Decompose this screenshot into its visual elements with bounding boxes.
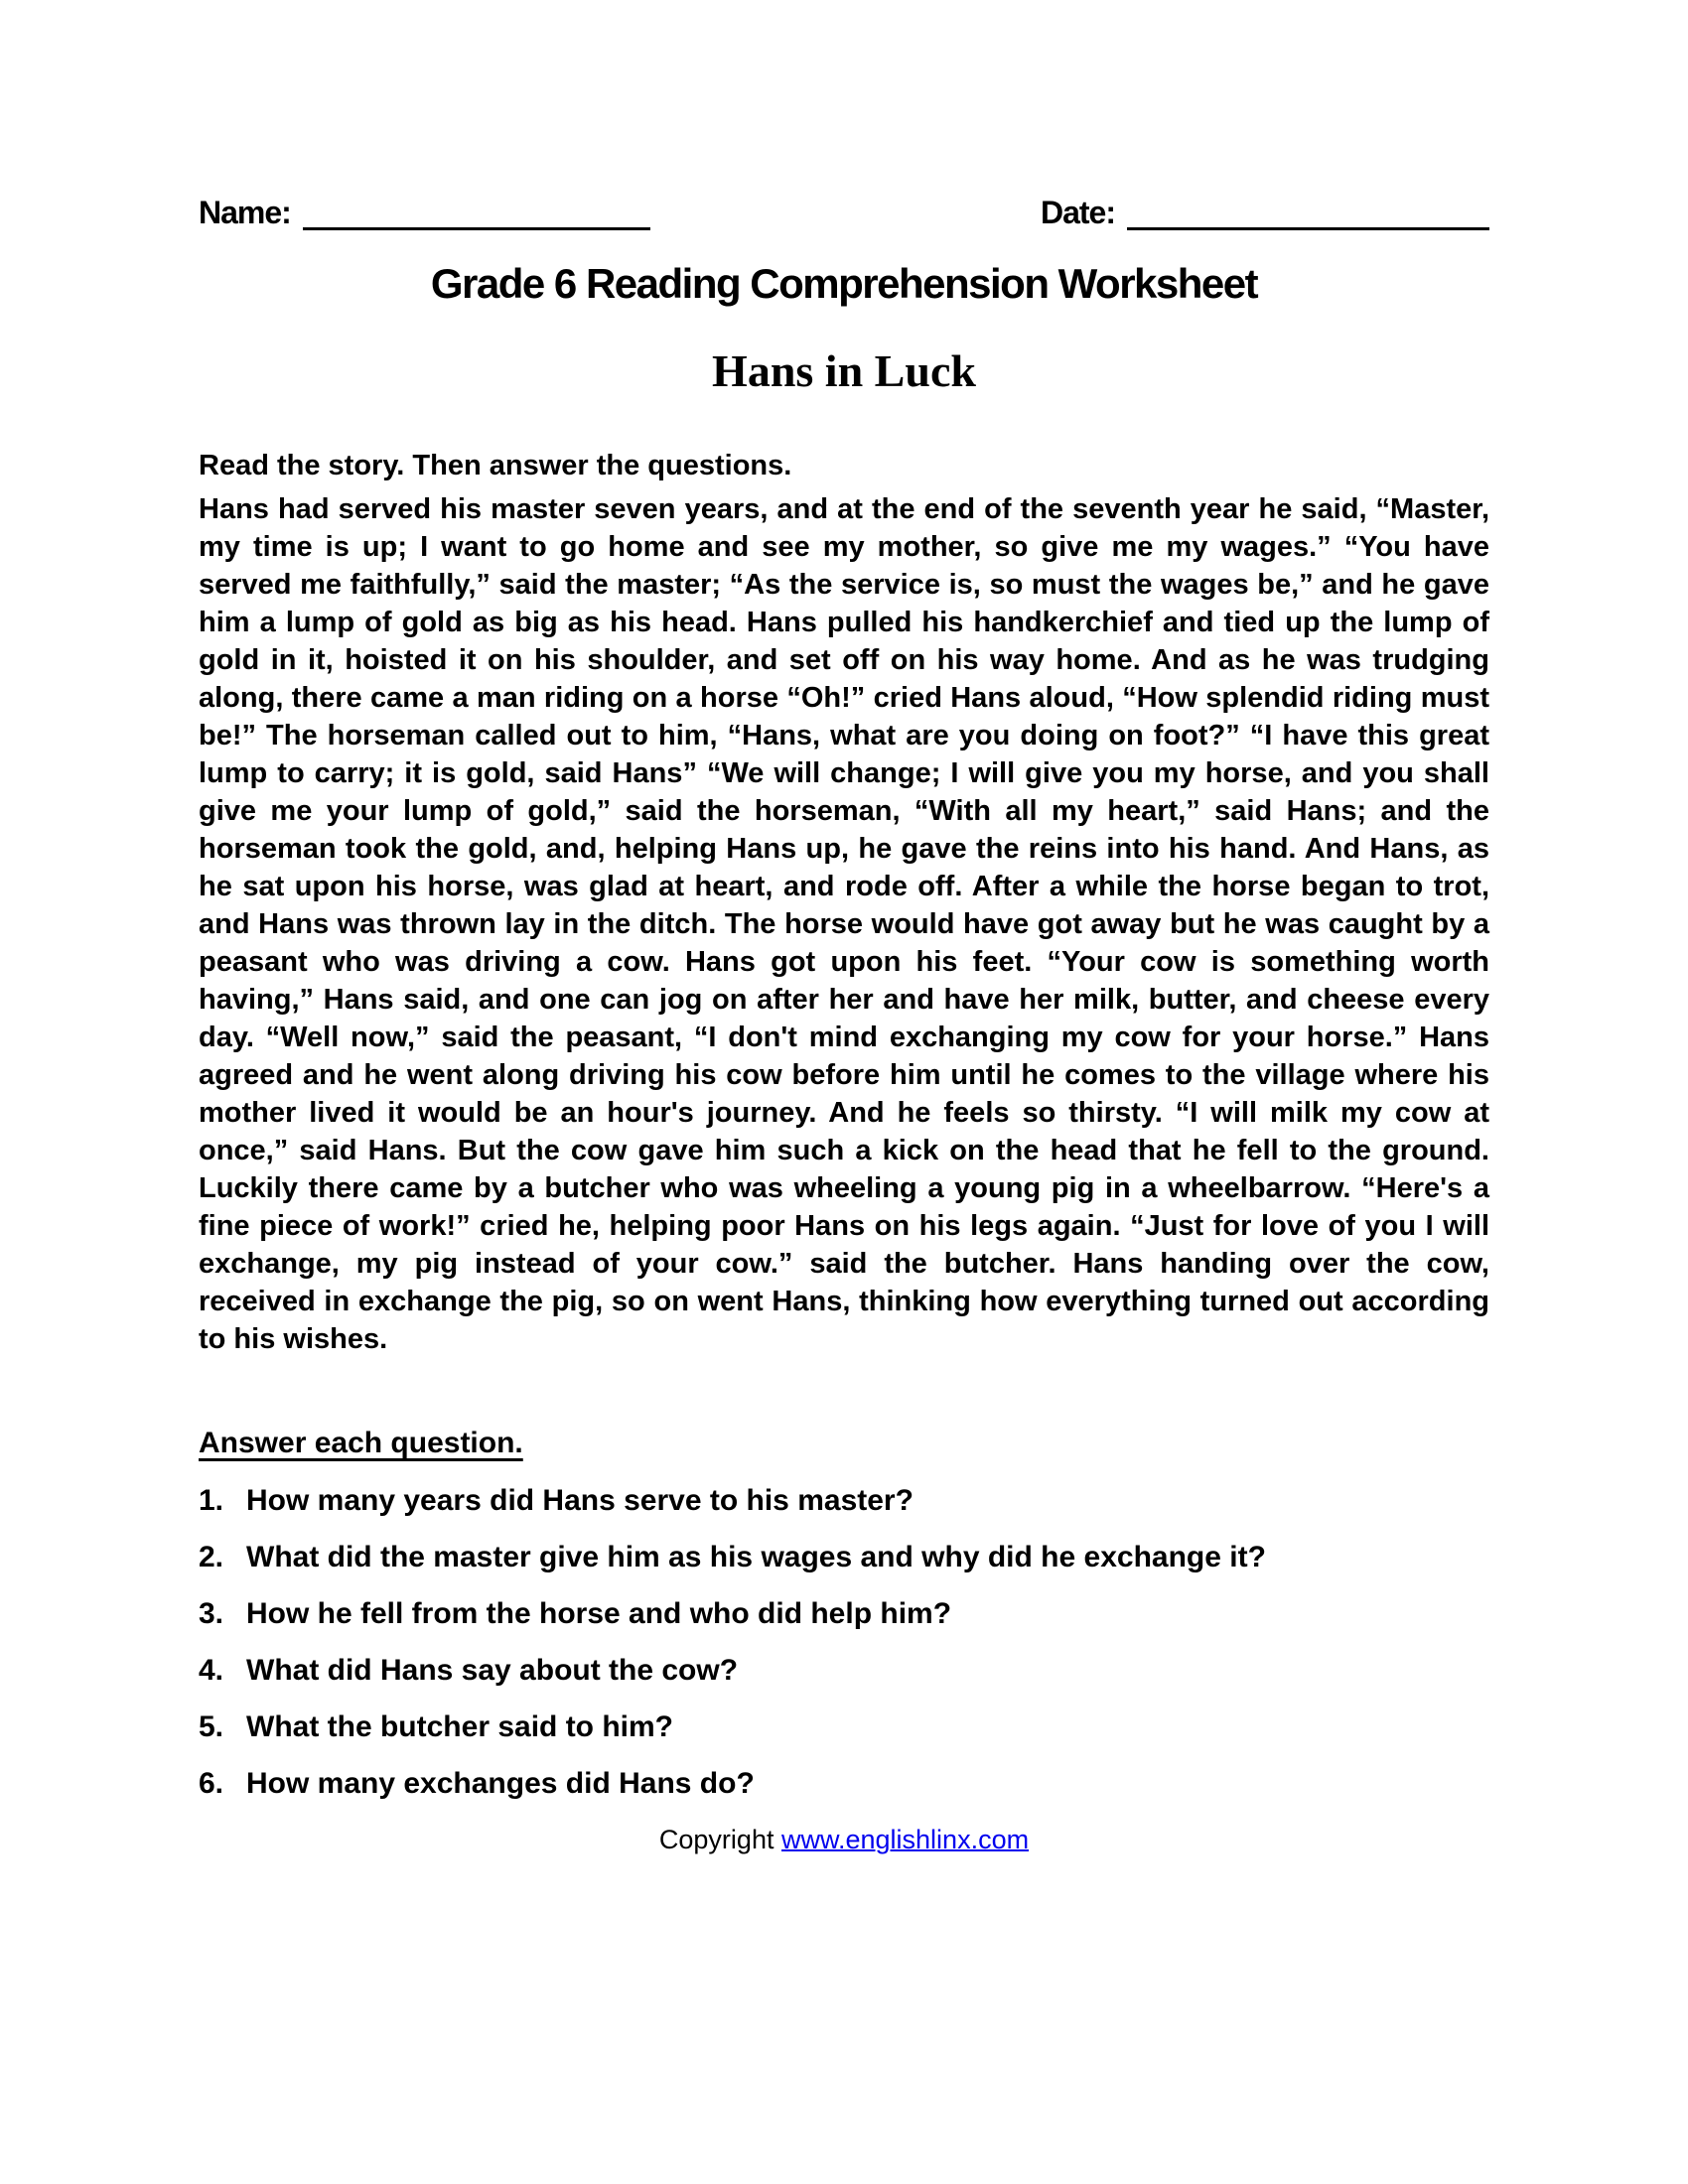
question-text: How many exchanges did Hans do? [246, 1767, 755, 1800]
questions-heading: Answer each question. [199, 1427, 523, 1459]
question-number: 2. [199, 1541, 224, 1573]
copyright-link[interactable]: www.englishlinx.com [780, 1825, 1030, 1854]
date-blank-line[interactable] [1127, 198, 1489, 230]
date-field-block [1041, 195, 1489, 230]
question-item-5 [199, 1709, 1489, 1745]
date-label: Date: [1040, 195, 1115, 230]
question-number: 1. [199, 1484, 224, 1517]
question-text: What did the master give him as his wages and why did he exchange it? [246, 1541, 1266, 1573]
story-title: Hans in Luck [712, 345, 976, 396]
story-paragraph: Hans had served his master seven years, and at the end of the seventh year he said, “Master, my time is up; I want to go home and see my mother, so give me my wages.” “You have served me faithfully,” said the master; “As the service is, so must the wages be,” and he gave him a lump of gold as big as his head. Hans pulled his handkerchief and tied up the lump of gold in it, hoisted it on his shoulder, and set off on his way home. And as he was trudging along, there came a man riding on a horse “Oh!” cried Hans aloud, “How splendid riding must be!” The horseman called out to him, “Hans, what are you doing on foot?” “I have this great lump to carry; it is gold, said Hans” “We will change; I will give you my horse, and you shall give me your lump of gold,” said the horseman, “With all my heart,” said Hans; and the horseman took the gold, and, helping Hans up, he gave the reins into his hand. And Hans, as he sat upon his horse, was glad at heart, and rode off. After a while the horse began to trot, and Hans was thrown lay in the ditch. The horse would have got away but he was caught by a peasant who was driving a cow. Hans got upon his feet. “Your cow is something worth having,” Hans said, and one can jog on after her and have her milk, butter, and cheese every day. “Well now,” said the peasant, “I don't mind exchanging my cow for your horse.” Hans agreed and he went along driving his cow before him until he comes to the village where his mother lived it would be an hour's journey. And he feels so thirsty. “I will milk my cow at once,” said Hans. But the cow gave him such a kick on the head that he fell to the ground. Luckily there came by a butcher who was wheeling a young pig in a wheelbarrow. “Here's a fine piece of work!” cried he, helping poor Hans on his legs again. “Just for love of you I will exchange, my pig instead of your cow.” said the butcher. Hans handing over the cow, received in exchange the pig, so on went Hans, thinking how everything turned out according to his wishes. [199, 493, 1489, 1355]
question-text: What did Hans say about the cow? [246, 1654, 739, 1687]
question-list [199, 1483, 1489, 1802]
copyright-text: Copyright [658, 1825, 774, 1854]
question-number: 3. [199, 1597, 224, 1630]
question-item-3 [199, 1596, 1489, 1632]
question-item-4 [199, 1653, 1489, 1689]
question-text: How many years did Hans serve to his master? [246, 1484, 914, 1517]
worksheet-title: Grade 6 Reading Comprehension Worksheet [430, 260, 1258, 307]
instruction-text: Read the story. Then answer the questions. [199, 450, 792, 481]
question-number: 6. [199, 1767, 224, 1800]
name-field-block [199, 195, 650, 230]
header-row [199, 189, 1489, 230]
question-text: How he fell from the horse and who did help him? [246, 1597, 952, 1630]
question-number: 4. [199, 1654, 224, 1687]
question-item-6 [199, 1766, 1489, 1802]
name-blank-line[interactable] [303, 198, 650, 230]
name-label: Name: [199, 195, 291, 230]
question-number: 5. [199, 1710, 224, 1743]
question-text: What the butcher said to him? [246, 1710, 674, 1743]
question-item-2 [199, 1540, 1489, 1575]
footer [199, 1823, 1489, 1856]
question-item-1 [199, 1483, 1489, 1519]
